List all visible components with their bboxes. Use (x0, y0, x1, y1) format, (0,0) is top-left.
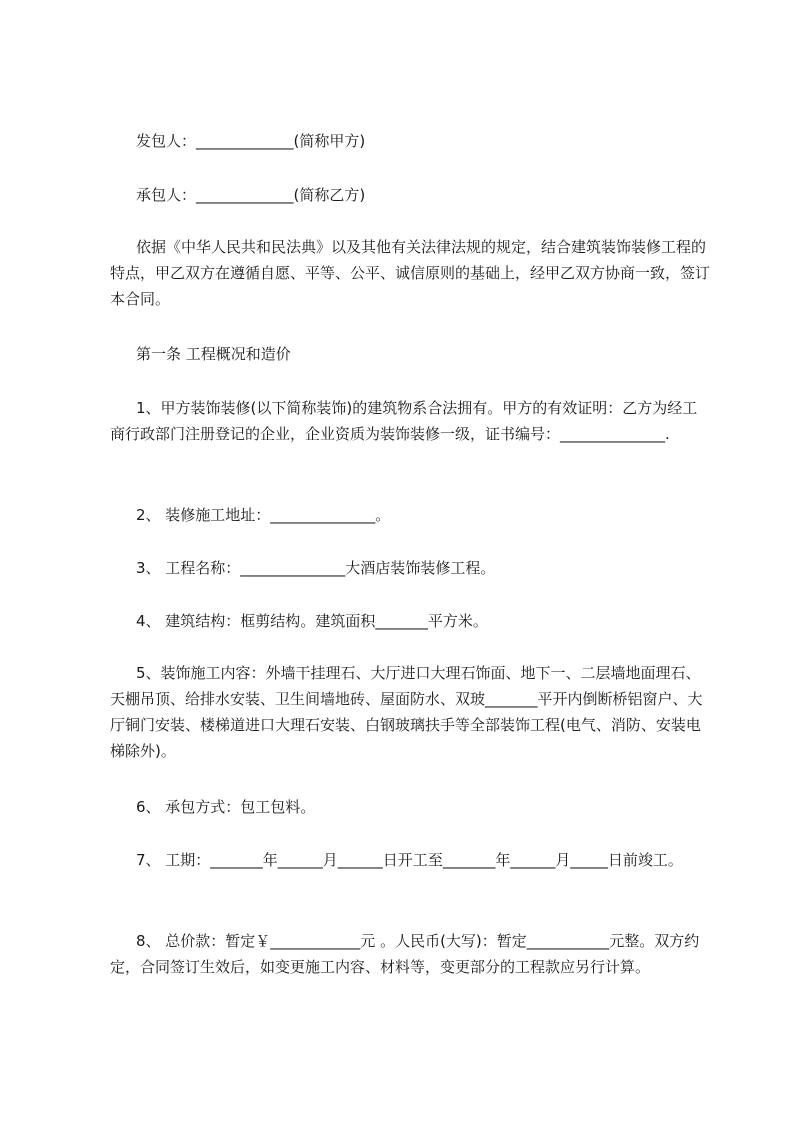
preamble-paragraph: 依据《中华人民共和民法典》以及其他有关法律法规的规定，结合建筑装饰装修工程的特点，甲乙双方在遵循自愿、平等、公平、诚信原则的基础上，经甲乙双方协商一致，签订本合同。 (110, 238, 711, 308)
clause-7: 7、 工期：_______年______月______日开工至_______年______月_____日前竣工。 (136, 851, 683, 869)
clause-5: 5、装饰施工内容：外墙干挂理石、大厅进口大理石饰面、地下一、二层墙地面理石、天棚吊顶、给排水安装、卫生间墙地砖、屋面防水、双玻_______平开内倒断桥铝窗户、大厅铜门安装、楼梯道进口大理石安装、白钢玻璃扶手等全部装饰工程(电气、消防、安装电梯除外)。 (110, 664, 703, 760)
article-1-title: 第一条 工程概况和造价 (136, 345, 291, 363)
clause-3: 3、 工程名称：______________大酒店装饰装修工程。 (136, 559, 496, 577)
party-a-line: 发包人：_____________(简称甲方) (136, 132, 366, 150)
clause-4: 4、 建筑结构：框剪结构。建筑面积_______平方米。 (136, 612, 488, 630)
clause-1: 1、甲方装饰装修(以下简称装饰)的建筑物系合法拥有。甲方的有效证明：乙方为经工商行政部门注册登记的企业，企业资质为装饰装修一级，证书编号：______________. (110, 399, 698, 443)
clause-6: 6、 承包方式：包工包料。 (136, 798, 316, 816)
clause-8: 8、 总价款：暂定￥____________元 。人民币(大写)：暂定___________元整。双方约定，合同签订生效后，如变更施工内容、材料等，变更部分的工程款应另行计算。 (110, 932, 700, 976)
party-b-line: 承包人：_____________(简称乙方) (136, 186, 366, 204)
clause-2: 2、 装修施工地址：______________。 (136, 506, 391, 524)
